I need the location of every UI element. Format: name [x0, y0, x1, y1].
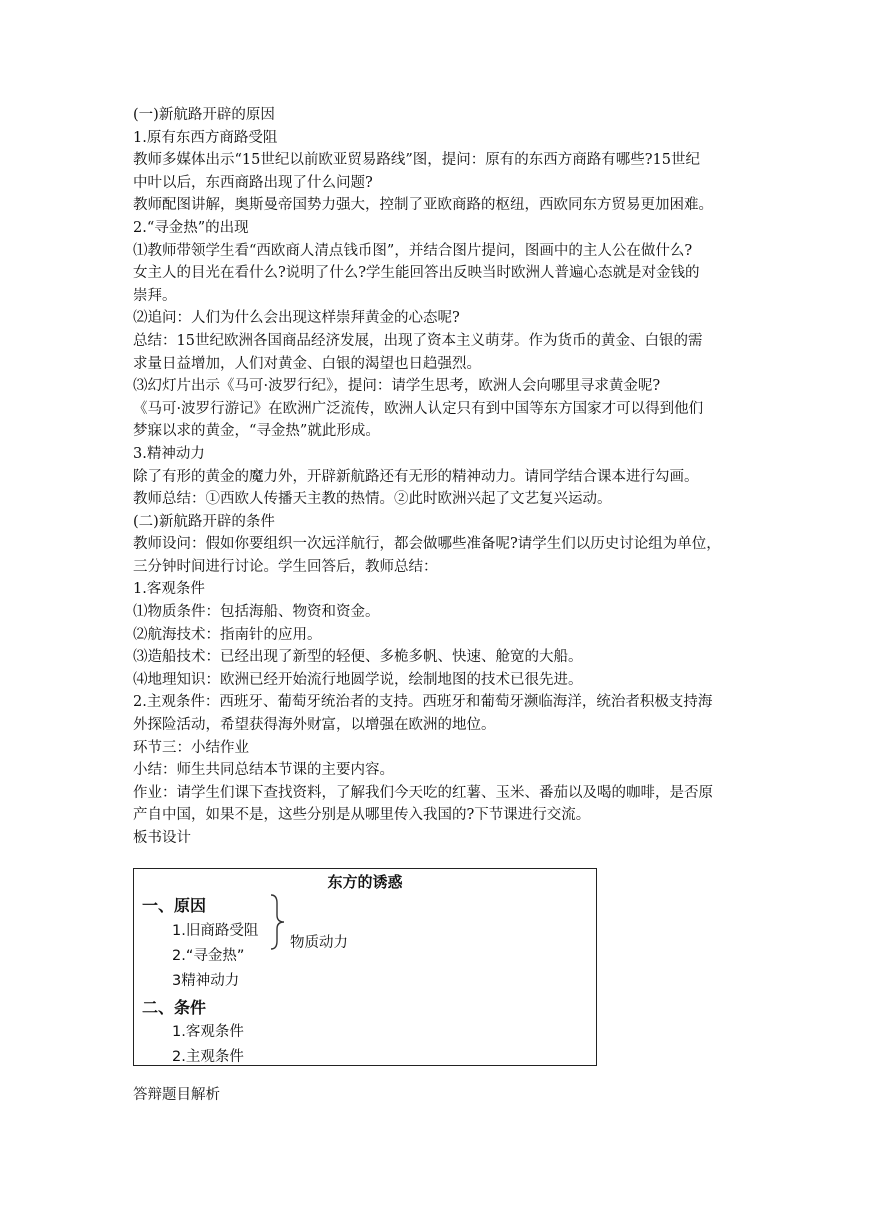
board-item-subjective: 2.主观条件	[172, 1049, 244, 1065]
curly-brace-icon	[268, 891, 288, 953]
text-line: 梦寐以求的黄金，“寻金热”就此形成。	[133, 423, 380, 440]
text-line: 崇拜。	[133, 287, 177, 304]
board-item-spirit: 3精神动力	[172, 973, 240, 989]
text-line: ⑶幻灯片出示《马可·波罗行纪》，提问：请学生思考，欧洲人会向哪里寻求黄金呢?	[133, 378, 661, 395]
text-line: 教师配图讲解，奥斯曼帝国势力强大，控制了亚欧商路的枢纽，西欧同东方贸易更加困难。	[133, 197, 713, 214]
text-line: 板书设计	[133, 830, 191, 846]
text-line: ⑷地理知识：欧洲已经开始流行地圆学说，绘制地图的技术已很先进。	[133, 671, 583, 688]
board-title: 东方的诱惑	[327, 873, 403, 891]
text-line: 2.主观条件：西班牙、葡萄牙统治者的支持。西班牙和葡萄牙濒临海洋，统治者积极支持海	[133, 694, 713, 711]
text-line: 3.精神动力	[133, 445, 205, 462]
text-line: 除了有形的黄金的魔力外，开辟新航路还有无形的精神动力。请同学结合课本进行勾画。	[133, 468, 699, 485]
text-line: ⑴物质条件：包括海船、物资和资金。	[133, 604, 380, 621]
board-heading-reasons: 一、原因	[142, 896, 207, 915]
text-line: 产自中国，如果不是，这些分别是从哪里传入我国的?下节课进行交流。	[133, 807, 591, 824]
text-line: (一)新航路开辟的原因	[133, 107, 275, 123]
text-line: 环节三：小结作业	[133, 739, 249, 756]
text-line: 求量日益增加，人们对黄金、白银的渴望也日趋强烈。	[133, 355, 481, 372]
text-line: 教师总结：①西欧人传播天主教的热情。②此时欧洲兴起了文艺复兴运动。	[133, 491, 612, 508]
board-item-old-route: 1.旧商路受阻	[172, 923, 259, 939]
text-line: ⑵追问：人们为什么会出现这样崇拜黄金的心态呢?	[133, 310, 460, 327]
text-line: ⑵航海技术：指南针的应用。	[133, 626, 322, 643]
board-item-gold-rush: 2.“寻金热”	[172, 948, 245, 964]
text-line: 三分钟时间进行讨论。学生回答后，教师总结：	[133, 558, 438, 575]
text-line: 2.“寻金热”的出现	[133, 219, 249, 236]
text-line: 《马可·波罗行游记》在欧洲广泛流传，欧洲人认定只有到中国等东方国家才可以得到他们	[133, 400, 704, 417]
text-line: 小结：师生共同总结本节课的主要内容。	[133, 762, 394, 779]
text-line: 女主人的目光在看什么?说明了什么?学生能回答出反映当时欧洲人普遍心态就是对金钱的	[133, 265, 700, 282]
text-line: ⑶造船技术：已经出现了新型的轻便、多桅多帆、快速、舱宽的大船。	[133, 649, 583, 666]
text-line: ⑴教师带领学生看“西欧商人清点钱币图”，并结合图片提问，图画中的主人公在做什么?	[133, 242, 693, 259]
text-line: 教师设问：假如你要组织一次远洋航行，都会做哪些准备呢?请学生们以历史讨论组为单位，	[133, 536, 721, 553]
blackboard-design-box	[133, 868, 597, 1066]
board-brace-label: 物质动力	[290, 935, 348, 951]
text-line: 教师多媒体出示“15世纪以前欧亚贸易路线”图，提问：原有的东西方商路有哪些?15世纪	[133, 152, 700, 169]
text-line: (二)新航路开辟的条件	[133, 513, 275, 530]
text-line: 外探险活动，希望获得海外财富，以增强在欧洲的地位。	[133, 717, 496, 734]
text-line: 1.客观条件	[133, 581, 205, 598]
text-line: 作业：请学生们课下查找资料，了解我们今天吃的红薯、玉米、番茄以及喝的咖啡，是否原	[133, 784, 713, 801]
text-line: 1.原有东西方商路受阻	[133, 129, 278, 146]
text-line: 总结：15世纪欧洲各国商品经济发展，出现了资本主义萌芽。作为货币的黄金、白银的需	[133, 332, 703, 349]
text-line: 中叶以后，东西商路出现了什么问题?	[133, 174, 373, 191]
board-item-objective: 1.客观条件	[172, 1024, 244, 1040]
board-heading-conditions: 二、条件	[142, 998, 207, 1017]
footer-heading: 答辩题目解析	[133, 1087, 220, 1103]
document-body	[133, 104, 773, 850]
